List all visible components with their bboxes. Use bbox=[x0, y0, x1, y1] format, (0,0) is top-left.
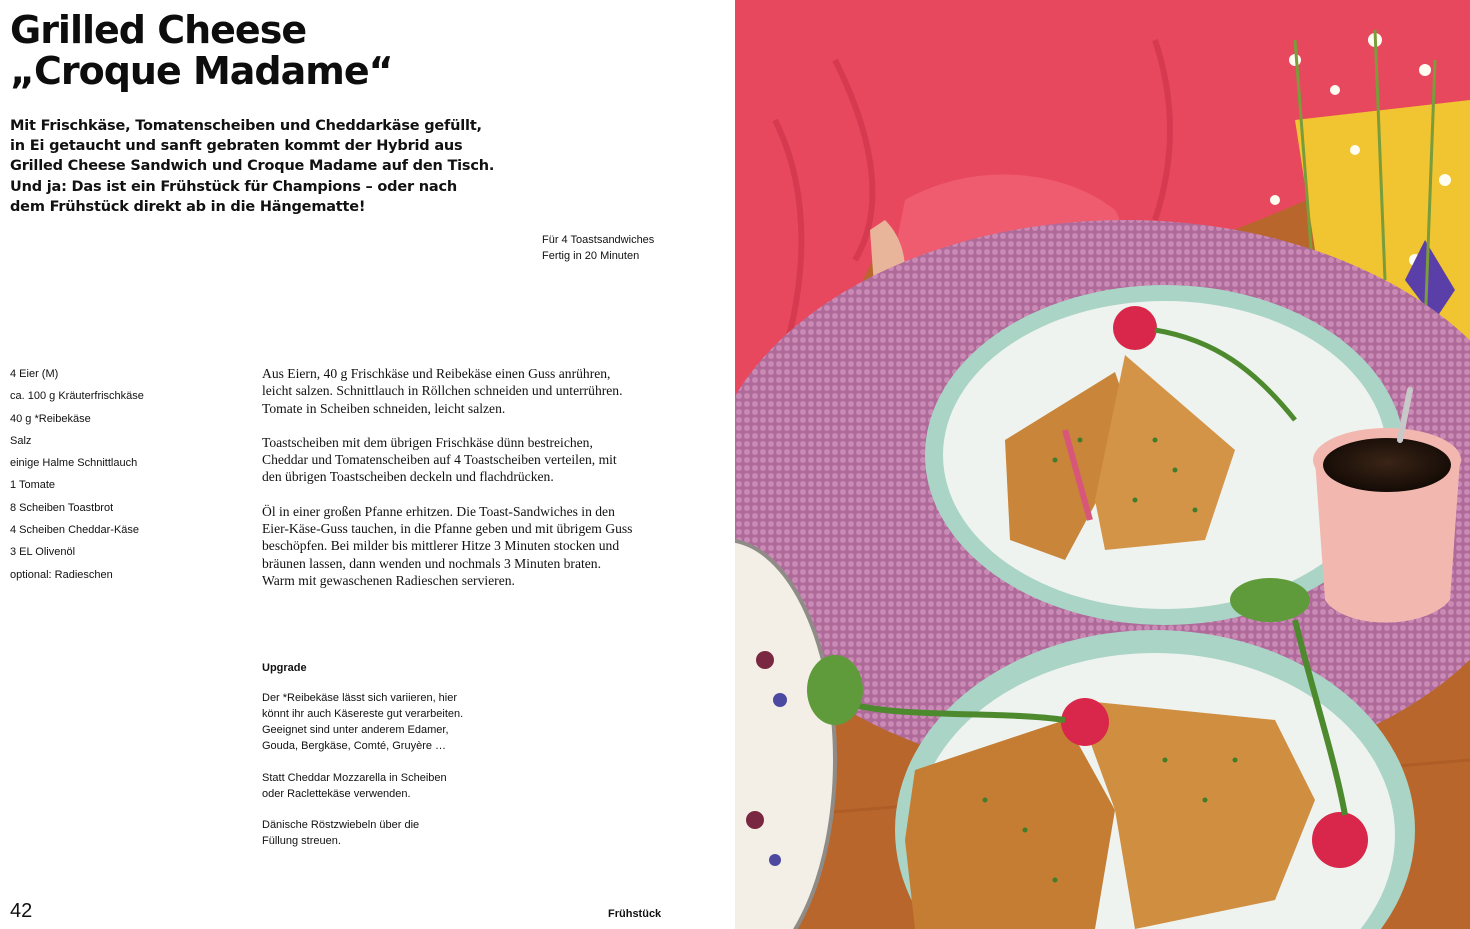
ingredient-item: 40 g *Reibekäse bbox=[10, 412, 91, 425]
recipe-intro bbox=[10, 116, 495, 217]
upgrade-line: Geeignet sind unter anderem Edamer, bbox=[262, 724, 449, 736]
recipe-yield: Für 4 Toastsandwiches bbox=[542, 234, 655, 246]
upgrade-line: Dänische Röstzwiebeln über die bbox=[262, 819, 420, 831]
upgrade-line: oder Raclettekäse verwenden. bbox=[262, 787, 411, 800]
ingredient-item: 1 Tomate bbox=[10, 479, 56, 492]
food-photo bbox=[735, 0, 1470, 929]
intro-line: Grilled Cheese Sandwich und Croque Madame auf den Tisch. bbox=[10, 158, 495, 175]
upgrade-line: könnt ihr auch Käsereste gut verarbeiten. bbox=[262, 708, 464, 720]
method-line: beschöpfen. Bei milder bis mittlerer Hitze 3 Minuten stocken und bbox=[262, 538, 620, 554]
ingredient-item: einige Halme Schnittlauch bbox=[10, 457, 138, 470]
ingredient-item: 8 Scheiben Toastbrot bbox=[10, 501, 114, 514]
method-line: Tomate in Scheiben schneiden, leicht salzen. bbox=[262, 400, 506, 416]
method-step-3 bbox=[262, 503, 682, 589]
food-photo-illustration bbox=[735, 0, 1470, 929]
intro-line: Mit Frischkäse, Tomatenscheiben und Cheddarkäse gefüllt, bbox=[10, 118, 482, 134]
ingredient-item: ca. 100 g Kräuterfrischkäse bbox=[10, 390, 144, 403]
upgrade-line: Füllung streuen. bbox=[262, 835, 341, 847]
section-name: Frühstück bbox=[608, 908, 662, 920]
upgrade-heading: Upgrade bbox=[262, 662, 307, 674]
radish-3 bbox=[1312, 812, 1368, 868]
intro-line: Und ja: Das ist ein Frühstück für Champions – oder nach bbox=[10, 178, 458, 195]
title-line-1: Grilled Cheese bbox=[10, 8, 307, 52]
upgrade-paragraph bbox=[262, 770, 522, 802]
upgrade-line: Der *Reibekäse lässt sich variieren, hier bbox=[262, 692, 458, 704]
ingredient-item: Salz bbox=[10, 434, 32, 447]
upgrade-paragraph bbox=[262, 817, 522, 849]
intro-line: in Ei getaucht und sanft gebraten kommt der Hybrid aus bbox=[10, 138, 463, 155]
method-line: Cheddar und Tomatenscheiben auf 4 Toastscheiben verteilen, mit bbox=[262, 452, 617, 468]
method-step-1 bbox=[262, 365, 682, 417]
recipe-title bbox=[10, 10, 393, 92]
method-line: Aus Eiern, 40 g Frischkäse und Reibekäse einen Guss anrühren, bbox=[262, 366, 611, 381]
recipe-meta bbox=[542, 232, 654, 264]
method-step-2 bbox=[262, 434, 682, 486]
method-line: Toastscheiben mit dem übrigen Frischkäse dünn bestreichen, bbox=[262, 434, 593, 450]
intro-line: dem Frühstück direkt ab in die Hängematte! bbox=[10, 198, 366, 215]
ingredient-list bbox=[10, 366, 240, 589]
ingredient-item: 4 Eier (M) bbox=[10, 368, 59, 380]
upgrade-box bbox=[262, 660, 522, 865]
method-line: Öl in einer großen Pfanne erhitzen. Die Toast-Sandwiches in den bbox=[262, 503, 615, 519]
method-steps bbox=[262, 365, 682, 606]
method-line: Warm mit gewaschenen Radieschen servieren. bbox=[262, 572, 515, 588]
recipe-time: Fertig in 20 Minuten bbox=[542, 250, 640, 262]
upgrade-line: Gouda, Bergkäse, Comté, Gruyère … bbox=[262, 740, 447, 752]
upgrade-paragraph bbox=[262, 690, 522, 754]
method-line: Eier-Käse-Guss tauchen, in die Pfanne geben und mit übrigem Guss bbox=[262, 521, 633, 537]
method-line: leicht salzen. Schnittlauch in Röllchen schneiden und unterrühren. bbox=[262, 383, 623, 399]
radish-2 bbox=[1061, 698, 1109, 746]
method-line: den übrigen Toastscheiben deckeln und flachdrücken. bbox=[262, 469, 554, 485]
method-line: bräunen lassen, dann wenden und nochmals 3 Minuten braten. bbox=[262, 555, 602, 571]
radish-1 bbox=[1113, 306, 1157, 350]
ingredient-item: 4 Scheiben Cheddar-Käse bbox=[10, 524, 140, 537]
ingredient-item: 3 EL Olivenöl bbox=[10, 546, 76, 559]
upgrade-line: Statt Cheddar Mozzarella in Scheiben bbox=[262, 771, 447, 784]
title-line-2: „Croque Madame“ bbox=[10, 49, 393, 93]
ingredient-item: optional: Radieschen bbox=[10, 568, 113, 581]
page-number: 42 bbox=[10, 900, 33, 922]
